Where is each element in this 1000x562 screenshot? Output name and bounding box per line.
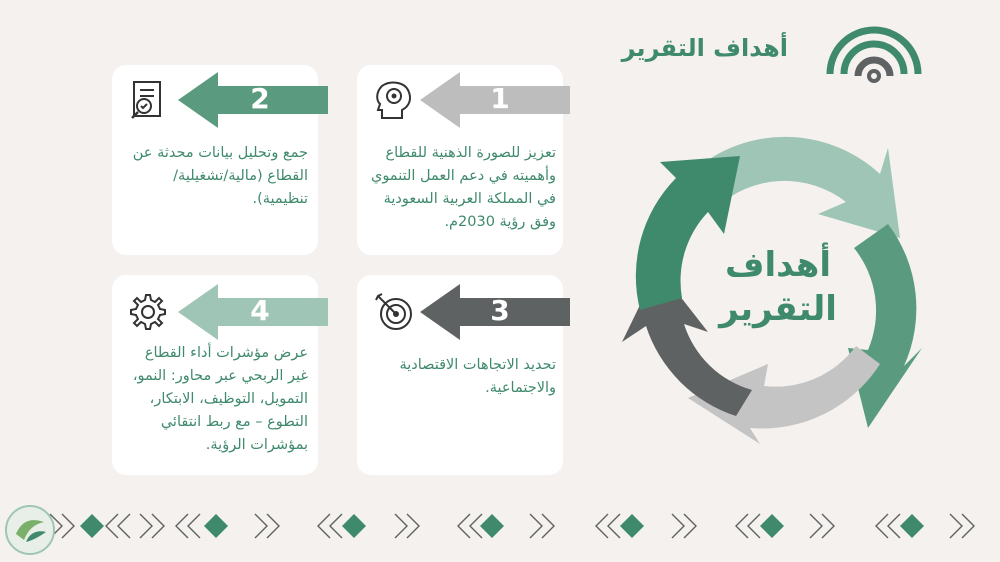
- goal-number-2: 2: [250, 82, 270, 115]
- brain-head-icon: [372, 78, 416, 122]
- signal-arcs-icon: [820, 18, 930, 88]
- goal-text-3: تحديد الاتجاهات الاقتصادية والاجتماعية.: [399, 357, 556, 396]
- decorative-chevron-band: [0, 504, 1000, 554]
- goal-text-4: عرض مؤشرات أداء القطاع غير الربحي عبر محاور: النمو، التمويل، التوظيف، الابتكار، التطوع – مع ربط انتقائي بمؤشرات الرؤية.: [132, 345, 308, 453]
- cycle-center-line1: أهداف: [724, 245, 832, 285]
- document-magnifier-icon: [126, 78, 170, 122]
- cycle-arrow-dark-green: [636, 156, 740, 310]
- goal-number-3: 3: [490, 294, 510, 327]
- goal-text-1: تعزيز للصورة الذهنية للقطاع وأهميته في دعم العمل التنموي في المملكة العربية السعودية وفق رؤية 2030م.: [370, 145, 556, 230]
- page-title: أهداف التقرير: [621, 34, 788, 62]
- logo-emblem: [2, 502, 58, 558]
- goal-number-1: 1: [490, 82, 510, 115]
- gear-icon: [126, 290, 170, 334]
- goal-text-2: جمع وتحليل بيانات محدثة عن القطاع (مالية/تشغيلية/ تنظيمية).: [132, 145, 308, 207]
- cycle-diagram: [618, 128, 938, 448]
- cycle-arrow-mid-green: [848, 224, 922, 428]
- target-icon: [372, 290, 416, 334]
- cycle-center-line2: التقرير: [719, 289, 837, 329]
- goal-number-4: 4: [250, 294, 270, 327]
